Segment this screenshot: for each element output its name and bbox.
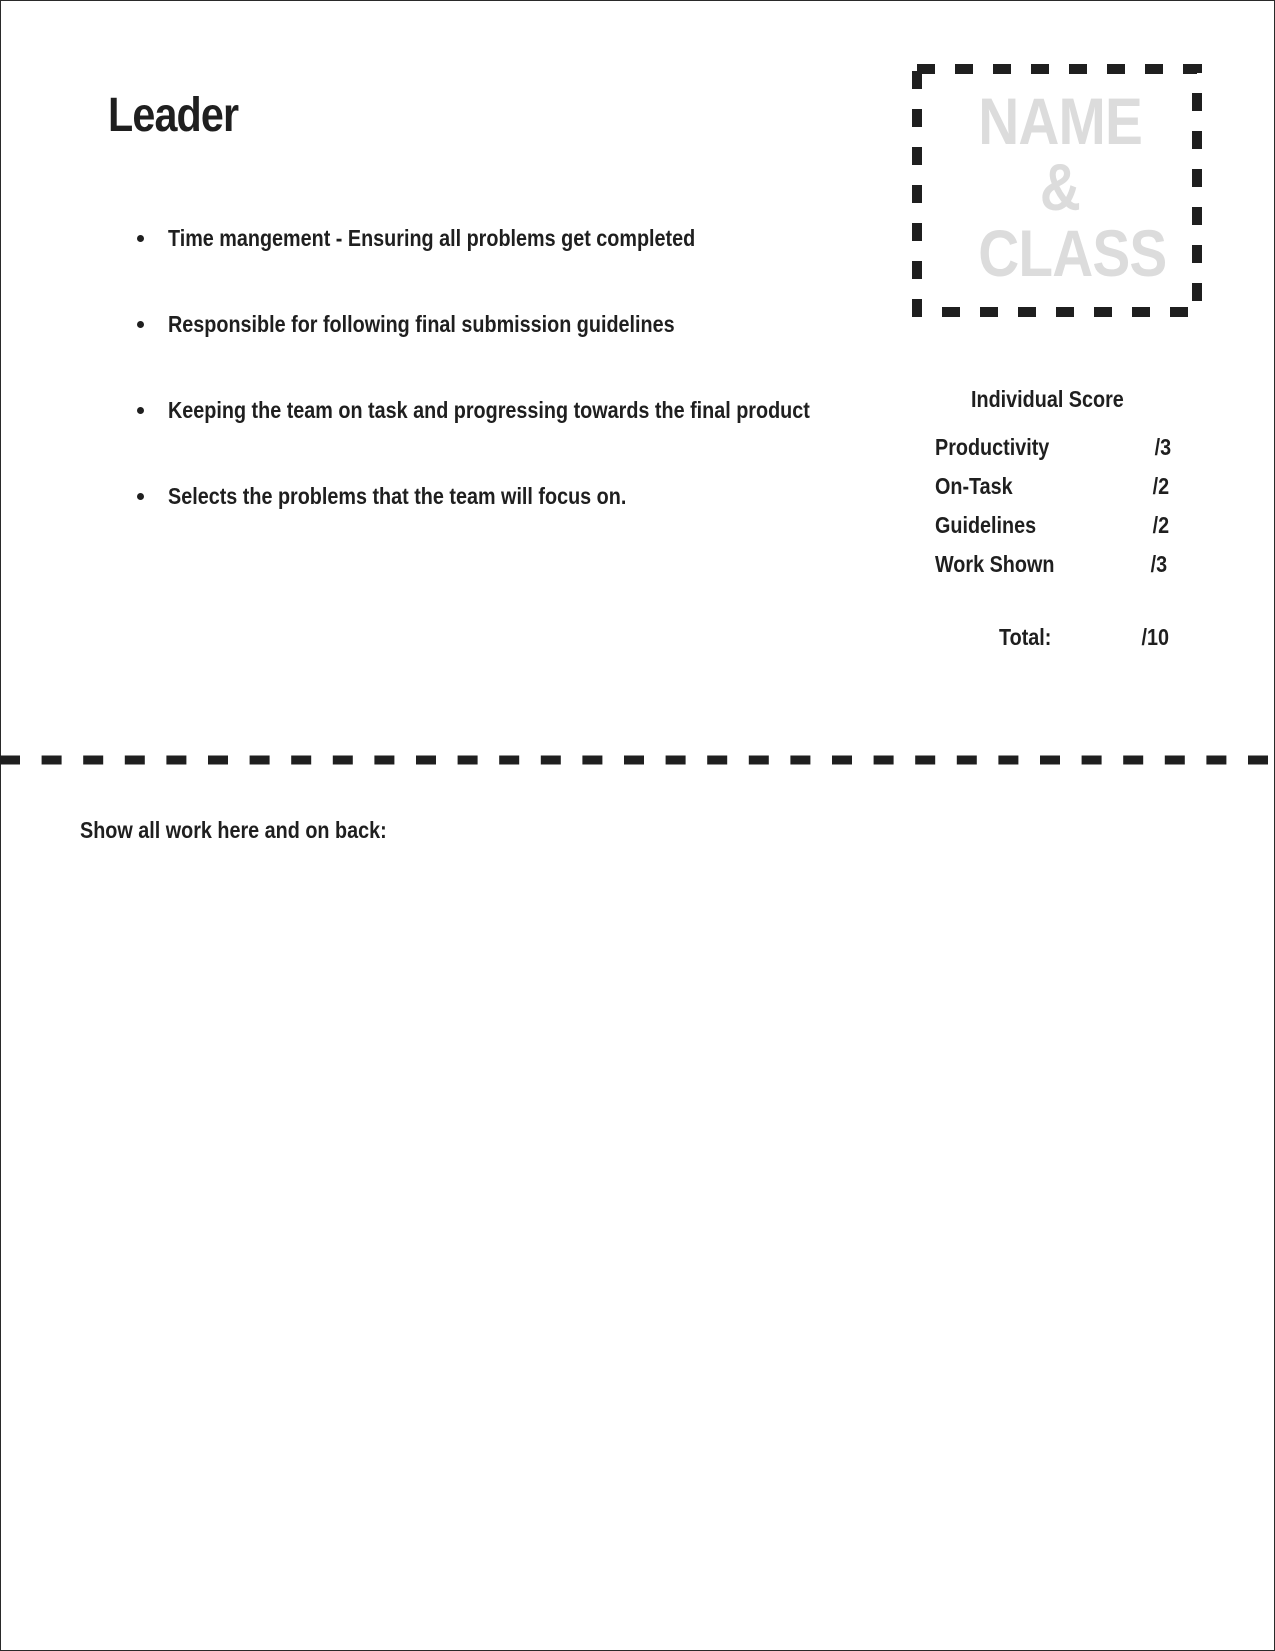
duty-item bbox=[134, 476, 914, 562]
duty-text: Keeping the team on task and progressing towards the final product bbox=[168, 397, 810, 423]
duty-text: Selects the problems that the team will focus on. bbox=[168, 483, 627, 509]
cut-line bbox=[0, 754, 1275, 768]
score-row-total bbox=[935, 624, 1175, 658]
score-row-guidelines bbox=[935, 512, 1175, 546]
bullet-icon bbox=[137, 235, 144, 242]
duty-item bbox=[134, 304, 914, 390]
score-label: Work Shown bbox=[935, 551, 1055, 577]
page-title: Leader bbox=[108, 89, 239, 142]
score-max: /2 bbox=[1152, 473, 1169, 499]
bullet-icon bbox=[137, 321, 144, 328]
score-label: Guidelines bbox=[935, 512, 1037, 538]
score-max: /3 bbox=[1154, 434, 1171, 460]
score-heading: Individual Score bbox=[971, 386, 1124, 412]
score-row-on-task bbox=[935, 473, 1175, 507]
stamp-line-name: NAME bbox=[978, 84, 1142, 158]
score-label: Productivity bbox=[935, 434, 1050, 460]
duty-item bbox=[134, 218, 914, 304]
score-row-work-shown bbox=[935, 551, 1175, 585]
duty-item bbox=[134, 390, 914, 476]
name-class-stamp bbox=[965, 84, 1167, 290]
bullet-icon bbox=[137, 407, 144, 414]
duty-text: Responsible for following final submission guidelines bbox=[168, 311, 675, 337]
score-max: /3 bbox=[1150, 551, 1167, 577]
work-prompt: Show all work here and on back: bbox=[80, 817, 387, 843]
stamp-line-ampersand: & bbox=[1039, 150, 1081, 224]
score-row-productivity bbox=[935, 434, 1175, 468]
bullet-icon bbox=[137, 493, 144, 500]
stamp-line-class: CLASS bbox=[978, 216, 1167, 290]
total-label: Total: bbox=[999, 624, 1052, 650]
score-max: /2 bbox=[1152, 512, 1169, 538]
duties-list bbox=[134, 218, 914, 562]
total-max: /10 bbox=[1141, 624, 1169, 650]
duty-text: Time mangement - Ensuring all problems get completed bbox=[168, 225, 696, 251]
score-label: On-Task bbox=[935, 473, 1013, 499]
